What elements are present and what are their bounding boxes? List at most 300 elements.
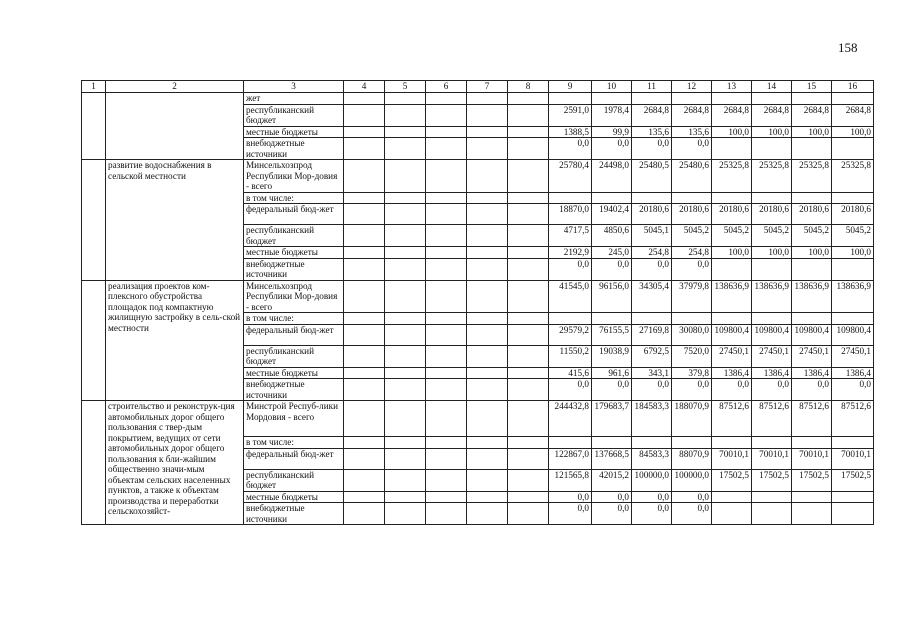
cell-funding-source: в том числе: bbox=[244, 313, 344, 325]
cell-funding-source: внебюджетные источники bbox=[244, 379, 344, 401]
page-number: 158 bbox=[838, 40, 858, 55]
cell-value: 25325,8 bbox=[832, 160, 874, 193]
cell-empty bbox=[426, 280, 467, 313]
cell-empty bbox=[344, 160, 385, 193]
cell-funding-source: местные бюджеты bbox=[244, 126, 344, 138]
cell-value: 0,0 bbox=[632, 491, 672, 503]
cell-value bbox=[712, 437, 752, 449]
cell-empty bbox=[385, 192, 426, 204]
cell-empty bbox=[426, 345, 467, 367]
cell-empty bbox=[385, 204, 426, 225]
cell-value: 138636,9 bbox=[712, 280, 752, 313]
cell-value: 25780,4 bbox=[549, 160, 592, 193]
cell-value: 41545,0 bbox=[549, 280, 592, 313]
cell-funding-source: в том числе: bbox=[244, 437, 344, 449]
cell-value bbox=[752, 437, 792, 449]
budget-table bbox=[81, 80, 874, 525]
cell-value: 1386,4 bbox=[792, 367, 832, 379]
column-header: 8 bbox=[508, 81, 549, 93]
cell-empty bbox=[467, 225, 508, 247]
cell-empty bbox=[467, 401, 508, 437]
cell-empty bbox=[426, 313, 467, 325]
cell-value: 87512,6 bbox=[792, 401, 832, 437]
cell-value bbox=[549, 93, 592, 105]
cell-value: 29579,2 bbox=[549, 324, 592, 345]
cell-value: 87512,6 bbox=[832, 401, 874, 437]
cell-value: 0,0 bbox=[752, 379, 792, 401]
cell-empty bbox=[508, 160, 549, 193]
cell-value: 20180,6 bbox=[632, 204, 672, 225]
cell-value bbox=[632, 437, 672, 449]
cell-empty bbox=[344, 345, 385, 367]
column-header: 14 bbox=[752, 81, 792, 93]
cell-value: 1386,4 bbox=[752, 367, 792, 379]
cell-empty bbox=[385, 401, 426, 437]
cell-value: 0,0 bbox=[549, 258, 592, 280]
cell-empty bbox=[385, 126, 426, 138]
cell-empty bbox=[344, 192, 385, 204]
cell-value: 2684,8 bbox=[712, 104, 752, 126]
cell-empty bbox=[508, 503, 549, 525]
cell-empty bbox=[508, 437, 549, 449]
cell-funding-source: Минсельхозпрод Республики Мор-довия - всего bbox=[244, 160, 344, 193]
cell-value bbox=[672, 437, 712, 449]
cell-empty bbox=[385, 225, 426, 247]
cell-empty bbox=[508, 138, 549, 160]
cell-empty bbox=[426, 491, 467, 503]
column-header: 11 bbox=[632, 81, 672, 93]
cell-value: 25325,8 bbox=[792, 160, 832, 193]
cell-value: 0,0 bbox=[549, 503, 592, 525]
cell-value: 7520,0 bbox=[672, 345, 712, 367]
cell-value: 138636,9 bbox=[752, 280, 792, 313]
cell-value: 20180,6 bbox=[672, 204, 712, 225]
cell-funding-source: жет bbox=[244, 93, 344, 105]
cell-value bbox=[792, 93, 832, 105]
cell-value bbox=[672, 313, 712, 325]
cell-funding-source: федеральный бюд-жет bbox=[244, 448, 344, 469]
cell-empty bbox=[467, 93, 508, 105]
cell-empty bbox=[508, 345, 549, 367]
cell-value: 0,0 bbox=[832, 379, 874, 401]
column-header: 2 bbox=[106, 81, 244, 93]
cell-empty bbox=[508, 401, 549, 437]
cell-value: 188070,9 bbox=[672, 401, 712, 437]
cell-value: 1386,4 bbox=[712, 367, 752, 379]
cell-value: 379,8 bbox=[672, 367, 712, 379]
cell-value bbox=[832, 313, 874, 325]
cell-measure-name: развитие водоснабжения в сельской местности bbox=[106, 160, 244, 281]
cell-value: 254,8 bbox=[632, 247, 672, 259]
cell-value: 96156,0 bbox=[592, 280, 632, 313]
column-header: 16 bbox=[832, 81, 874, 93]
cell-col1 bbox=[82, 280, 106, 401]
cell-value bbox=[712, 503, 752, 525]
cell-empty bbox=[385, 503, 426, 525]
cell-value: 343,1 bbox=[632, 367, 672, 379]
cell-col1 bbox=[82, 93, 106, 160]
cell-value: 100,0 bbox=[712, 247, 752, 259]
cell-value: 100,0 bbox=[712, 126, 752, 138]
cell-empty bbox=[508, 448, 549, 469]
cell-value: 18870,0 bbox=[549, 204, 592, 225]
cell-empty bbox=[426, 126, 467, 138]
cell-empty bbox=[344, 401, 385, 437]
cell-value: 0,0 bbox=[672, 379, 712, 401]
cell-value: 5045,2 bbox=[672, 225, 712, 247]
cell-value bbox=[832, 437, 874, 449]
cell-value: 2684,8 bbox=[632, 104, 672, 126]
cell-value bbox=[549, 192, 592, 204]
cell-empty bbox=[426, 437, 467, 449]
cell-empty bbox=[426, 138, 467, 160]
cell-value: 179683,7 bbox=[592, 401, 632, 437]
cell-value bbox=[672, 93, 712, 105]
cell-funding-source: местные бюджеты bbox=[244, 247, 344, 259]
cell-value: 109800,4 bbox=[712, 324, 752, 345]
cell-value: 19038,9 bbox=[592, 345, 632, 367]
column-header: 3 bbox=[244, 81, 344, 93]
cell-empty bbox=[508, 379, 549, 401]
cell-value: 100,0 bbox=[752, 247, 792, 259]
cell-value bbox=[752, 93, 792, 105]
cell-empty bbox=[508, 491, 549, 503]
cell-empty bbox=[426, 469, 467, 491]
cell-empty bbox=[385, 138, 426, 160]
cell-value: 5045,2 bbox=[752, 225, 792, 247]
cell-empty bbox=[467, 104, 508, 126]
cell-empty bbox=[467, 448, 508, 469]
cell-value: 27450,1 bbox=[752, 345, 792, 367]
cell-empty bbox=[385, 437, 426, 449]
cell-value bbox=[792, 313, 832, 325]
cell-empty bbox=[426, 503, 467, 525]
cell-value: 27450,1 bbox=[712, 345, 752, 367]
cell-empty bbox=[467, 313, 508, 325]
cell-empty bbox=[508, 104, 549, 126]
cell-value: 4850,6 bbox=[592, 225, 632, 247]
cell-empty bbox=[467, 469, 508, 491]
cell-value: 2192,9 bbox=[549, 247, 592, 259]
cell-empty bbox=[385, 258, 426, 280]
cell-value: 20180,6 bbox=[792, 204, 832, 225]
cell-empty bbox=[467, 367, 508, 379]
cell-empty bbox=[344, 104, 385, 126]
cell-empty bbox=[385, 469, 426, 491]
cell-value: 27169,8 bbox=[632, 324, 672, 345]
cell-value: 0,0 bbox=[632, 258, 672, 280]
cell-value: 0,0 bbox=[672, 138, 712, 160]
cell-empty bbox=[508, 247, 549, 259]
cell-empty bbox=[467, 192, 508, 204]
cell-value bbox=[592, 93, 632, 105]
cell-value bbox=[792, 192, 832, 204]
table-row bbox=[82, 401, 874, 437]
cell-value: 42015,2 bbox=[592, 469, 632, 491]
cell-funding-source: в том числе: bbox=[244, 192, 344, 204]
cell-value: 0,0 bbox=[632, 379, 672, 401]
cell-empty bbox=[344, 138, 385, 160]
cell-empty bbox=[508, 225, 549, 247]
cell-empty bbox=[426, 324, 467, 345]
cell-value: 70010,1 bbox=[712, 448, 752, 469]
cell-col1 bbox=[82, 160, 106, 281]
cell-value: 100,0 bbox=[832, 247, 874, 259]
cell-empty bbox=[385, 491, 426, 503]
cell-value: 25480,6 bbox=[672, 160, 712, 193]
cell-value: 37979,8 bbox=[672, 280, 712, 313]
cell-value bbox=[712, 192, 752, 204]
cell-empty bbox=[344, 225, 385, 247]
cell-value bbox=[832, 491, 874, 503]
cell-value: 1388,5 bbox=[549, 126, 592, 138]
cell-empty bbox=[344, 437, 385, 449]
cell-value: 0,0 bbox=[592, 491, 632, 503]
cell-empty bbox=[385, 160, 426, 193]
cell-empty bbox=[344, 280, 385, 313]
table-row bbox=[82, 280, 874, 313]
cell-value: 20180,6 bbox=[832, 204, 874, 225]
cell-value: 0,0 bbox=[712, 379, 752, 401]
cell-value: 254,8 bbox=[672, 247, 712, 259]
cell-value: 415,6 bbox=[549, 367, 592, 379]
cell-empty bbox=[426, 258, 467, 280]
cell-value: 5045,2 bbox=[832, 225, 874, 247]
cell-value: 70010,1 bbox=[792, 448, 832, 469]
cell-value: 135,6 bbox=[632, 126, 672, 138]
cell-value: 99,9 bbox=[592, 126, 632, 138]
cell-empty bbox=[467, 160, 508, 193]
cell-value: 19402,4 bbox=[592, 204, 632, 225]
cell-value: 135,6 bbox=[672, 126, 712, 138]
cell-value: 109800,4 bbox=[792, 324, 832, 345]
cell-empty bbox=[467, 324, 508, 345]
cell-value: 122867,0 bbox=[549, 448, 592, 469]
cell-value: 20180,6 bbox=[712, 204, 752, 225]
cell-empty bbox=[508, 204, 549, 225]
cell-value bbox=[832, 258, 874, 280]
column-header: 5 bbox=[385, 81, 426, 93]
cell-value: 244432,8 bbox=[549, 401, 592, 437]
cell-value: 121565,8 bbox=[549, 469, 592, 491]
cell-value: 70010,1 bbox=[752, 448, 792, 469]
cell-empty bbox=[385, 313, 426, 325]
cell-empty bbox=[508, 313, 549, 325]
cell-funding-source: республиканский бюджет bbox=[244, 345, 344, 367]
cell-value: 109800,4 bbox=[832, 324, 874, 345]
cell-value: 1386,4 bbox=[832, 367, 874, 379]
cell-empty bbox=[467, 491, 508, 503]
cell-value: 76155,5 bbox=[592, 324, 632, 345]
cell-value: 27450,1 bbox=[792, 345, 832, 367]
cell-value: 5045,2 bbox=[792, 225, 832, 247]
cell-funding-source: внебюджетные источники bbox=[244, 138, 344, 160]
cell-value bbox=[592, 437, 632, 449]
cell-value: 0,0 bbox=[592, 138, 632, 160]
column-header: 4 bbox=[344, 81, 385, 93]
cell-empty bbox=[508, 324, 549, 345]
cell-empty bbox=[508, 126, 549, 138]
cell-value: 17502,5 bbox=[832, 469, 874, 491]
cell-value bbox=[712, 93, 752, 105]
cell-value bbox=[712, 258, 752, 280]
cell-value: 0,0 bbox=[632, 503, 672, 525]
cell-empty bbox=[467, 280, 508, 313]
cell-empty bbox=[344, 313, 385, 325]
cell-empty bbox=[385, 379, 426, 401]
cell-value: 70010,1 bbox=[832, 448, 874, 469]
cell-empty bbox=[344, 379, 385, 401]
cell-empty bbox=[426, 448, 467, 469]
cell-empty bbox=[426, 192, 467, 204]
cell-value bbox=[832, 93, 874, 105]
cell-empty bbox=[344, 367, 385, 379]
cell-value: 0,0 bbox=[632, 138, 672, 160]
cell-value: 25325,8 bbox=[712, 160, 752, 193]
cell-value bbox=[792, 503, 832, 525]
cell-empty bbox=[385, 93, 426, 105]
cell-value bbox=[832, 138, 874, 160]
cell-value: 0,0 bbox=[672, 258, 712, 280]
cell-value: 17502,5 bbox=[752, 469, 792, 491]
cell-value bbox=[832, 503, 874, 525]
cell-empty bbox=[385, 280, 426, 313]
table-row bbox=[82, 93, 874, 105]
cell-empty bbox=[385, 448, 426, 469]
cell-value: 25480,5 bbox=[632, 160, 672, 193]
cell-value: 100,0 bbox=[752, 126, 792, 138]
cell-value: 961,6 bbox=[592, 367, 632, 379]
cell-empty bbox=[385, 104, 426, 126]
cell-funding-source: республиканский бюджет bbox=[244, 104, 344, 126]
cell-empty bbox=[385, 367, 426, 379]
cell-value bbox=[792, 437, 832, 449]
cell-empty bbox=[426, 247, 467, 259]
cell-measure-name: строительство и реконструк-ция автомобильных дорог общего пользования с твер-дым покрытием, ведущих от сети автомобильных дорог общего пользования к бли-жайшим общественно значи-мым объектам сельских населенных пунктов, а также к объектам производства и переработки сельскохозяйст- bbox=[106, 401, 244, 525]
cell-value: 100000,0 bbox=[672, 469, 712, 491]
column-header: 15 bbox=[792, 81, 832, 93]
cell-value bbox=[549, 437, 592, 449]
cell-value: 138636,9 bbox=[792, 280, 832, 313]
cell-empty bbox=[467, 379, 508, 401]
cell-empty bbox=[467, 345, 508, 367]
cell-funding-source: внебюджетные источники bbox=[244, 258, 344, 280]
cell-empty bbox=[508, 93, 549, 105]
cell-value: 34305,4 bbox=[632, 280, 672, 313]
cell-value: 0,0 bbox=[592, 379, 632, 401]
cell-empty bbox=[508, 469, 549, 491]
cell-empty bbox=[344, 126, 385, 138]
cell-value bbox=[632, 313, 672, 325]
cell-funding-source: местные бюджеты bbox=[244, 367, 344, 379]
cell-empty bbox=[344, 448, 385, 469]
cell-empty bbox=[344, 204, 385, 225]
cell-value: 100,0 bbox=[792, 247, 832, 259]
cell-funding-source: федеральный бюд-жет bbox=[244, 204, 344, 225]
cell-measure-name bbox=[106, 93, 244, 160]
cell-empty bbox=[344, 469, 385, 491]
cell-empty bbox=[426, 104, 467, 126]
cell-empty bbox=[426, 225, 467, 247]
cell-funding-source: федеральный бюд-жет bbox=[244, 324, 344, 345]
cell-empty bbox=[508, 367, 549, 379]
cell-value: 0,0 bbox=[549, 379, 592, 401]
cell-empty bbox=[426, 160, 467, 193]
cell-empty bbox=[426, 367, 467, 379]
cell-funding-source: республиканский бюджет bbox=[244, 225, 344, 247]
cell-value: 100,0 bbox=[832, 126, 874, 138]
cell-funding-source: внебюджетные источники bbox=[244, 503, 344, 525]
cell-value bbox=[752, 192, 792, 204]
cell-value: 138636,9 bbox=[832, 280, 874, 313]
cell-value bbox=[712, 138, 752, 160]
cell-value: 245,0 bbox=[592, 247, 632, 259]
cell-empty bbox=[508, 258, 549, 280]
cell-value: 0,0 bbox=[592, 503, 632, 525]
cell-value: 4717,5 bbox=[549, 225, 592, 247]
header-row bbox=[82, 81, 874, 93]
cell-empty bbox=[344, 247, 385, 259]
cell-value bbox=[752, 138, 792, 160]
cell-empty bbox=[426, 204, 467, 225]
column-header: 13 bbox=[712, 81, 752, 93]
cell-value bbox=[632, 93, 672, 105]
cell-empty bbox=[344, 324, 385, 345]
cell-value: 87512,6 bbox=[712, 401, 752, 437]
column-header: 1 bbox=[82, 81, 106, 93]
cell-empty bbox=[467, 247, 508, 259]
cell-value: 0,0 bbox=[672, 491, 712, 503]
cell-value: 0,0 bbox=[592, 258, 632, 280]
cell-empty bbox=[344, 258, 385, 280]
cell-value: 2684,8 bbox=[832, 104, 874, 126]
column-header: 12 bbox=[672, 81, 712, 93]
cell-funding-source: Минсельхозпрод Республики Мор-довия - всего bbox=[244, 280, 344, 313]
cell-value bbox=[712, 313, 752, 325]
cell-value: 17502,5 bbox=[712, 469, 752, 491]
cell-value: 27450,1 bbox=[832, 345, 874, 367]
cell-empty bbox=[426, 93, 467, 105]
cell-value: 0,0 bbox=[792, 379, 832, 401]
cell-value bbox=[549, 313, 592, 325]
cell-value bbox=[672, 192, 712, 204]
cell-value: 2684,8 bbox=[672, 104, 712, 126]
cell-empty bbox=[385, 324, 426, 345]
cell-value bbox=[792, 258, 832, 280]
cell-value: 20180,6 bbox=[752, 204, 792, 225]
cell-value: 100,0 bbox=[792, 126, 832, 138]
cell-value bbox=[592, 313, 632, 325]
cell-value: 0,0 bbox=[672, 503, 712, 525]
cell-value: 2684,8 bbox=[792, 104, 832, 126]
cell-value: 11550,2 bbox=[549, 345, 592, 367]
column-header: 9 bbox=[549, 81, 592, 93]
cell-value bbox=[832, 192, 874, 204]
table-body bbox=[82, 93, 874, 525]
cell-value: 0,0 bbox=[549, 491, 592, 503]
cell-value bbox=[752, 503, 792, 525]
cell-value: 6792,5 bbox=[632, 345, 672, 367]
cell-empty bbox=[508, 280, 549, 313]
cell-funding-source: Минстрой Респуб-лики Мордовия - всего bbox=[244, 401, 344, 437]
cell-value: 87512,6 bbox=[752, 401, 792, 437]
cell-empty bbox=[467, 258, 508, 280]
cell-empty bbox=[385, 345, 426, 367]
cell-empty bbox=[426, 379, 467, 401]
cell-value bbox=[752, 313, 792, 325]
column-header: 6 bbox=[426, 81, 467, 93]
cell-value: 30080,0 bbox=[672, 324, 712, 345]
